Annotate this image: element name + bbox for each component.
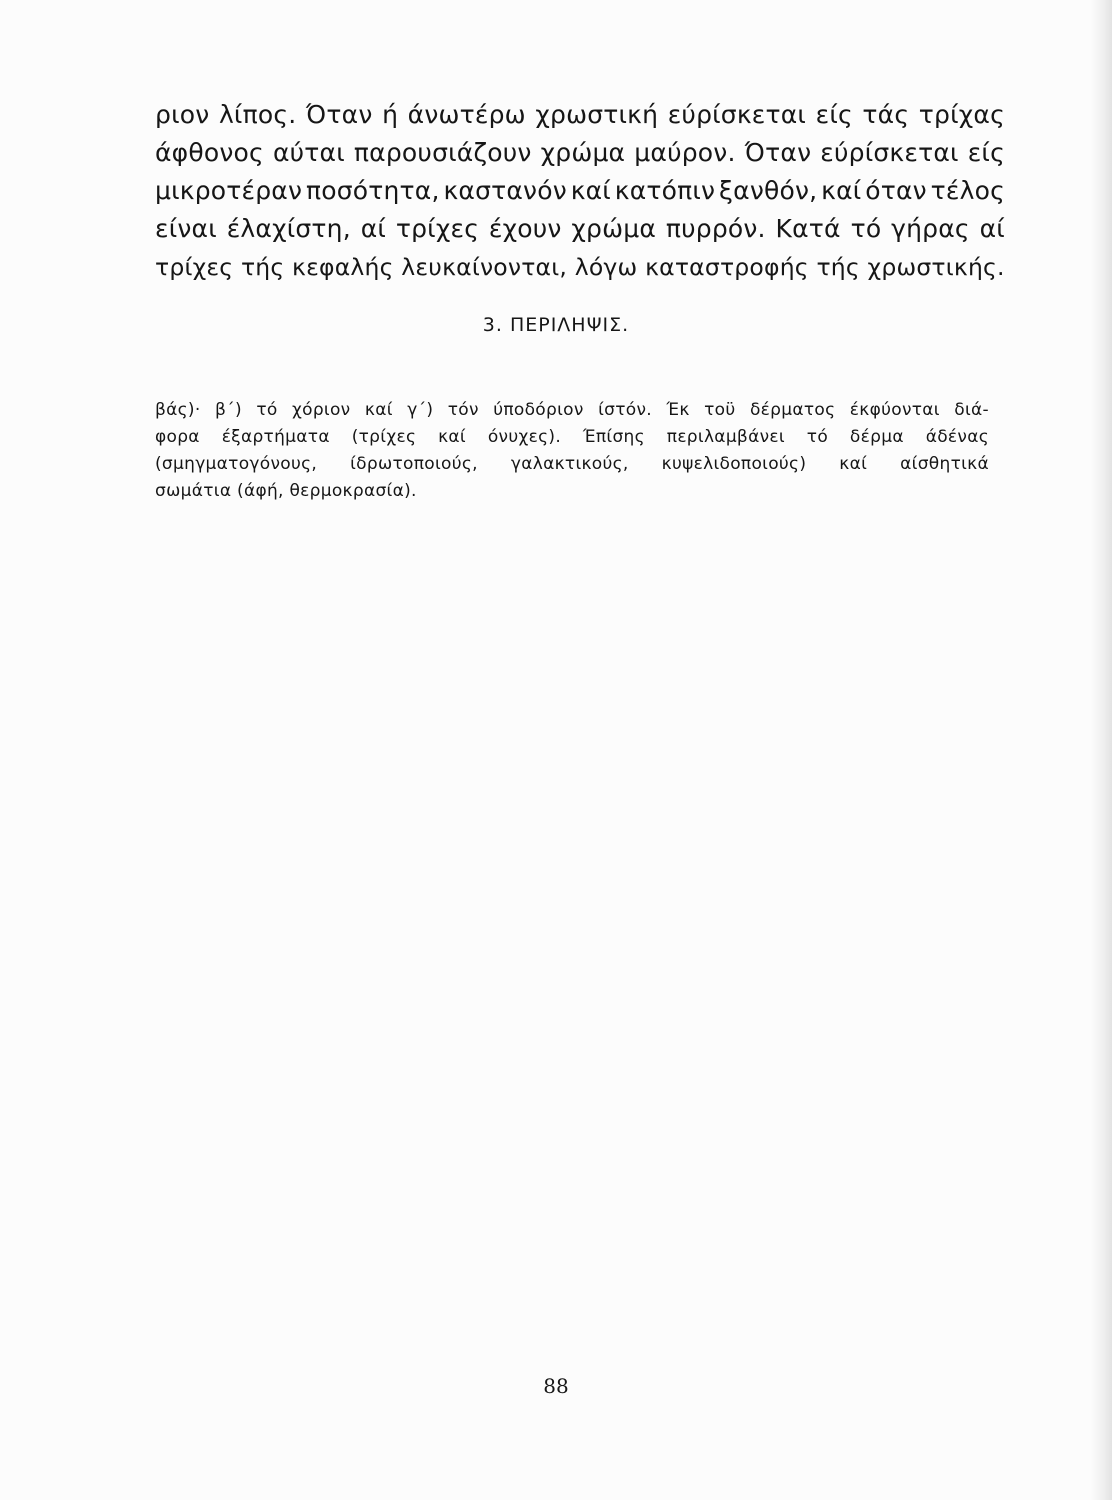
summary-line bbox=[155, 370, 1037, 397]
body-paragraph bbox=[155, 96, 1005, 286]
summary-line: (σμηγματογόνους, ίδρωτοποιούς, γαλακτικούς, κυψελιδοποιούς) καί αίσθητικά bbox=[155, 454, 989, 474]
section-heading: 3. ΠΕΡΙΛΗΨΙΣ. bbox=[482, 314, 630, 336]
body-line: τρίχες τής κεφαλής λευκαίνονται, λόγω καταστροφής τής χρωστικής. bbox=[155, 253, 1005, 281]
summary-line: σωμάτια (άφή, θερμοκρασία). bbox=[155, 481, 417, 501]
body-line: άφθονος αύται παρουσιάζουν χρώμα μαύρον. Όταν εύρίσκεται είς bbox=[155, 138, 1005, 167]
summary-line: φορα έξαρτήματα (τρίχες καί όνυχες). Έπίσης περιλαμβάνει τό δέρμα άδένας bbox=[155, 427, 989, 447]
body-line: είναι έλαχίστη, αί τρίχες έχουν χρώμα πυρρόν. Κατά τό γήρας αί bbox=[155, 214, 1005, 243]
scan-shadow-edge bbox=[1090, 0, 1112, 1500]
summary-line: βάς)· β΄) τό χόριον καί γ΄) τόν ύποδόριον ίστόν. Έκ τοϋ δέρματος έκφύονται διά- bbox=[155, 400, 989, 420]
body-line: μικροτέραν ποσότητα, καστανόν καί κατόπιν ξανθόν, καί όταν τέλος bbox=[155, 176, 1005, 205]
page-number: 88 bbox=[543, 1374, 569, 1398]
body-line: ριον λίπος. Όταν ή άνωτέρω χρωστική εύρίσκεται είς τάς τρίχας bbox=[155, 100, 1005, 129]
summary-paragraph bbox=[155, 370, 989, 505]
